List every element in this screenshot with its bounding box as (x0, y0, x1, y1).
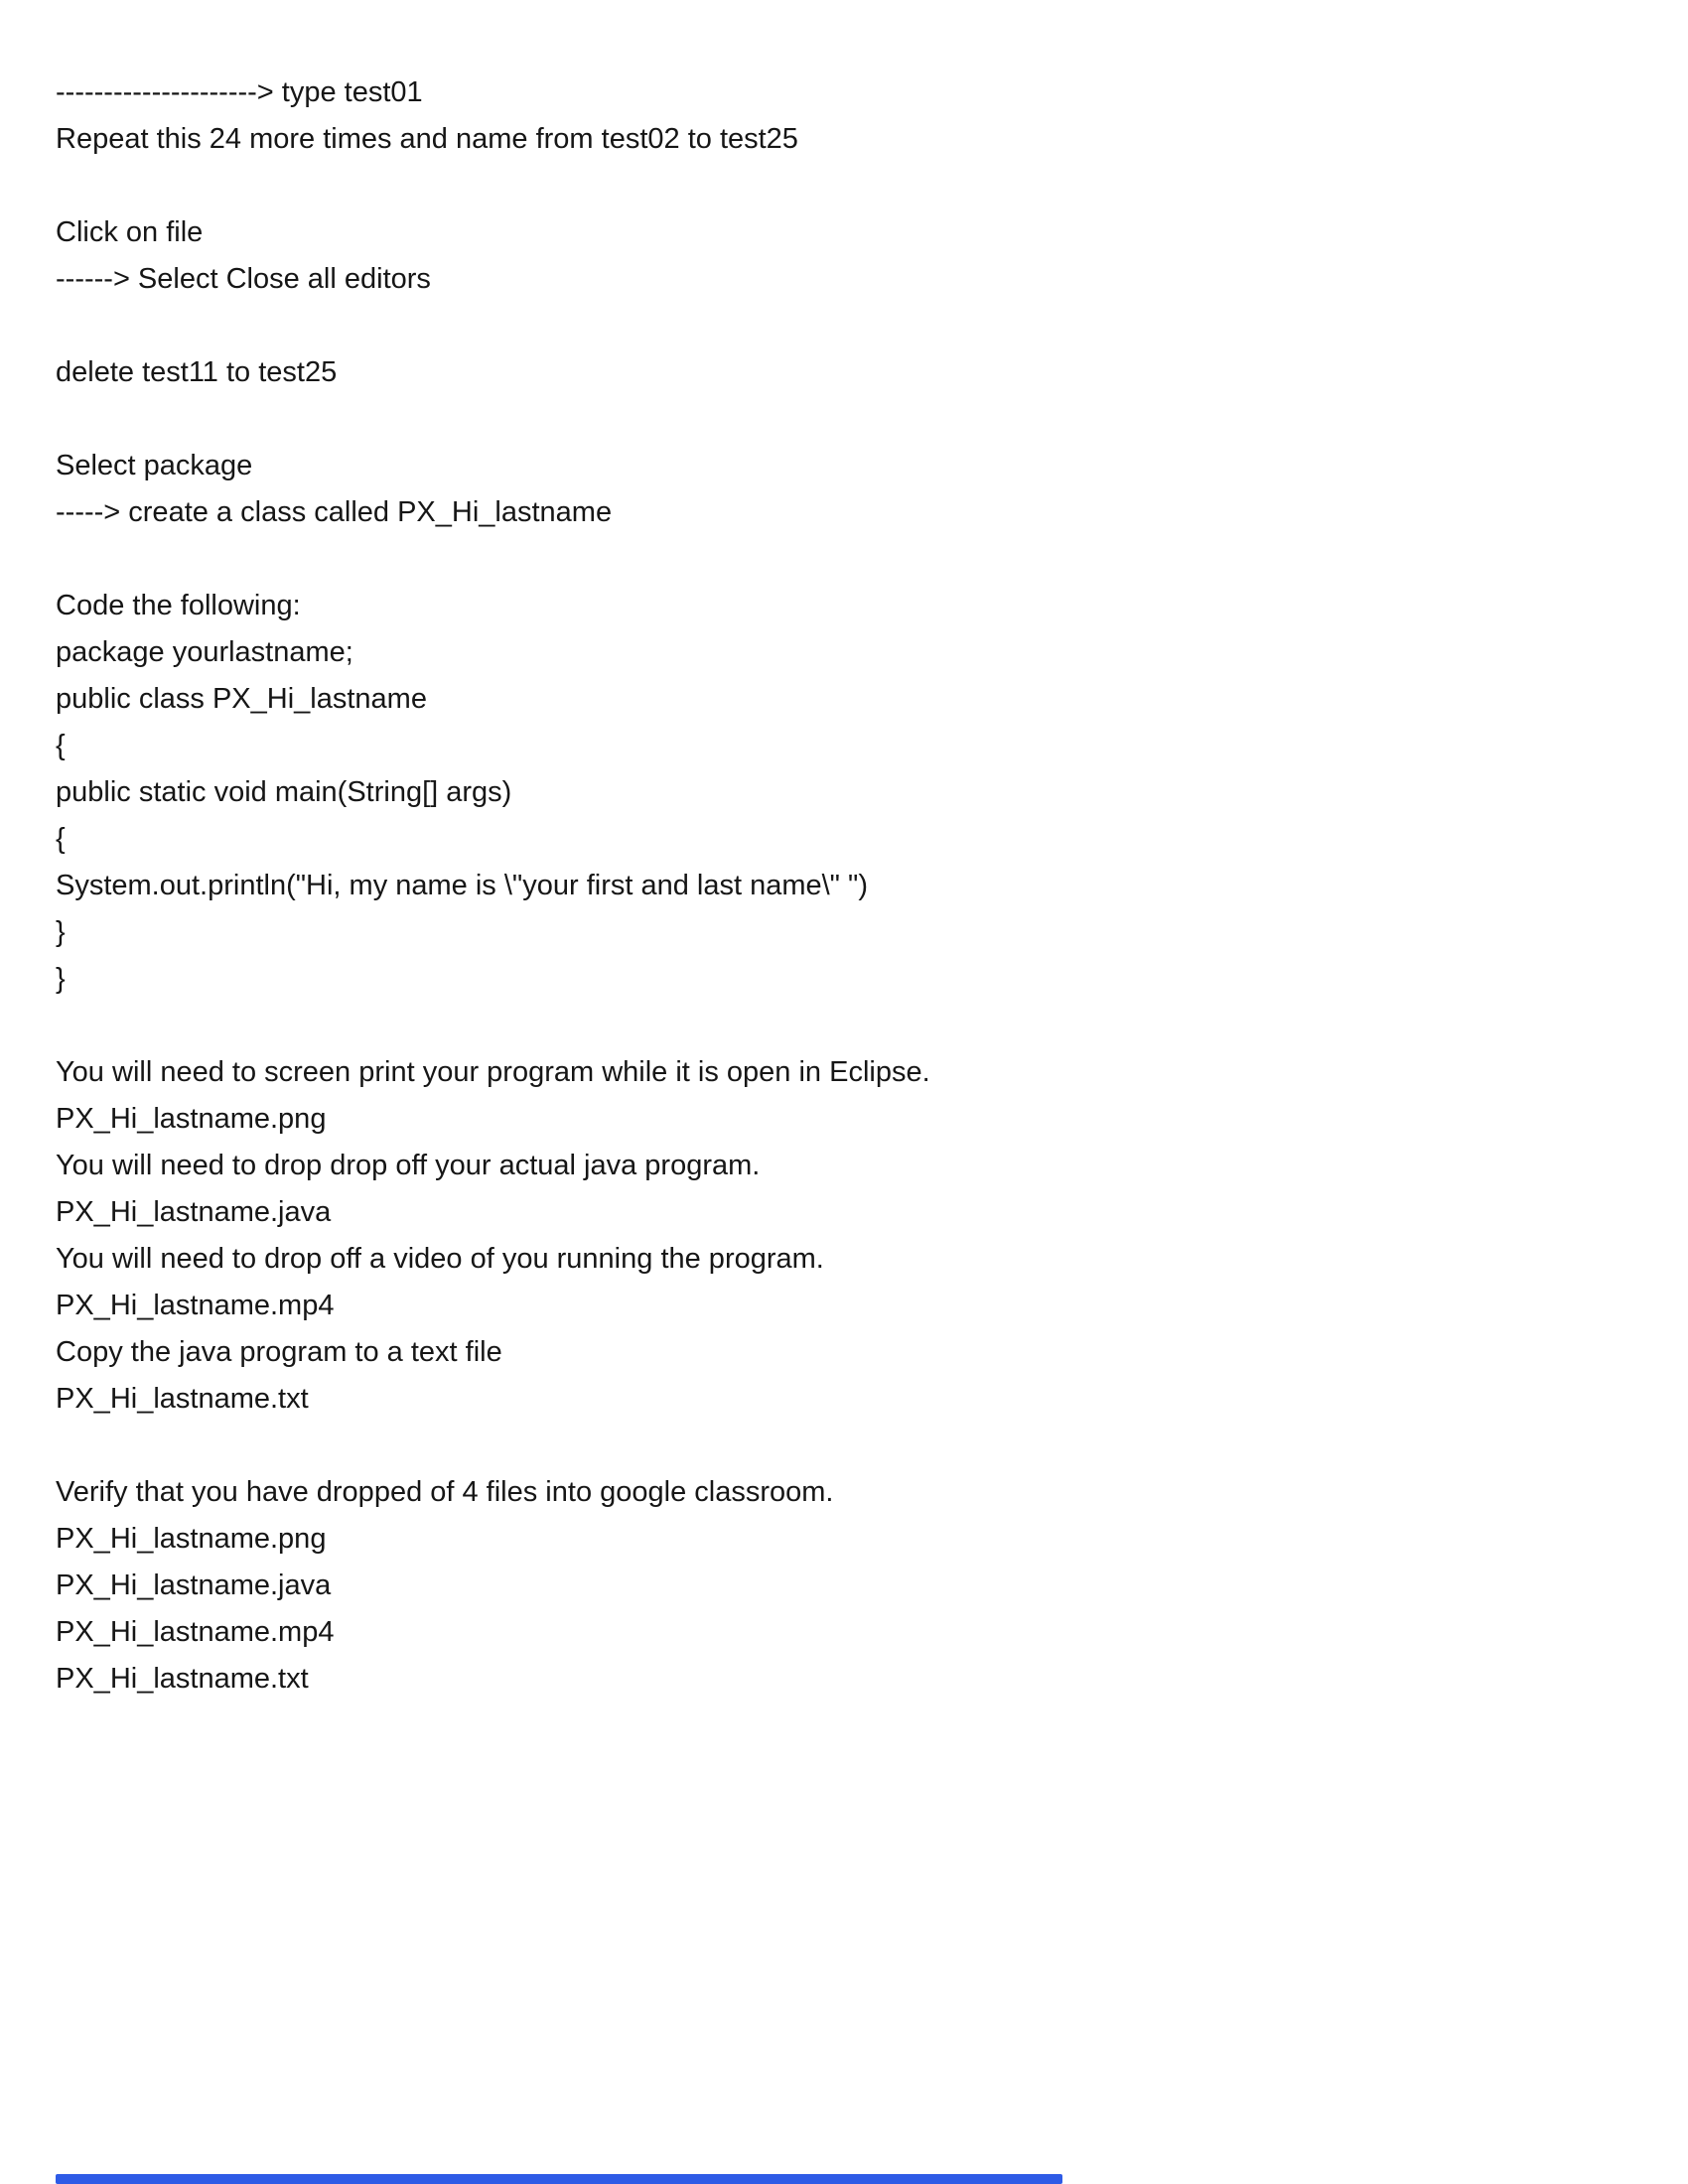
text-line: PX_Hi_lastname.txt (56, 1383, 309, 1415)
paragraph (56, 1049, 1658, 1423)
paragraph (56, 349, 1658, 396)
text-line: Click on file (56, 216, 204, 248)
text-line: PX_Hi_lastname.png (56, 1523, 327, 1555)
text-line: } (56, 916, 66, 948)
text-line: You will need to drop drop off your actual java program. (56, 1150, 761, 1181)
text-line: ------> Select Close all editors (56, 263, 431, 295)
text-line: ---------------------> type test01 (56, 76, 423, 108)
text-line: PX_Hi_lastname.java (56, 1196, 332, 1228)
paragraph (56, 443, 1658, 536)
text-line: PX_Hi_lastname.txt (56, 1663, 309, 1695)
text-line: Code the following: (56, 590, 301, 621)
text-line: public class PX_Hi_lastname (56, 683, 427, 715)
text-line: package yourlastname; (56, 636, 353, 668)
paragraph (56, 583, 1658, 1003)
text-line: PX_Hi_lastname.mp4 (56, 1290, 335, 1321)
text-line: System.out.println("Hi, my name is \"your first and last name\" ") (56, 870, 868, 901)
text-line: PX_Hi_lastname.mp4 (56, 1616, 335, 1648)
text-line: public static void main(String[] args) (56, 776, 512, 808)
paragraph (56, 69, 1658, 163)
text-line: delete test11 to test25 (56, 356, 338, 388)
text-line: Repeat this 24 more times and name from test02 to test25 (56, 123, 798, 155)
text-line: -----> create a class called PX_Hi_lastname (56, 496, 613, 528)
text-line: Copy the java program to a text file (56, 1336, 502, 1368)
text-line: You will need to screen print your program while it is open in Eclipse. (56, 1056, 930, 1088)
text-line: You will need to drop off a video of you running the program. (56, 1243, 824, 1275)
text-line: Verify that you have dropped of 4 files into google classroom. (56, 1476, 834, 1508)
horizontal-scrollbar-thumb[interactable] (56, 2174, 1062, 2184)
text-line: { (56, 730, 66, 761)
paragraph (56, 1469, 1658, 1703)
paragraph (56, 209, 1658, 303)
text-line: { (56, 823, 66, 855)
text-line: PX_Hi_lastname.java (56, 1570, 332, 1601)
text-line: Select package (56, 450, 253, 481)
text-line: PX_Hi_lastname.png (56, 1103, 327, 1135)
document-page (56, 69, 1658, 1749)
text-line: } (56, 963, 66, 995)
